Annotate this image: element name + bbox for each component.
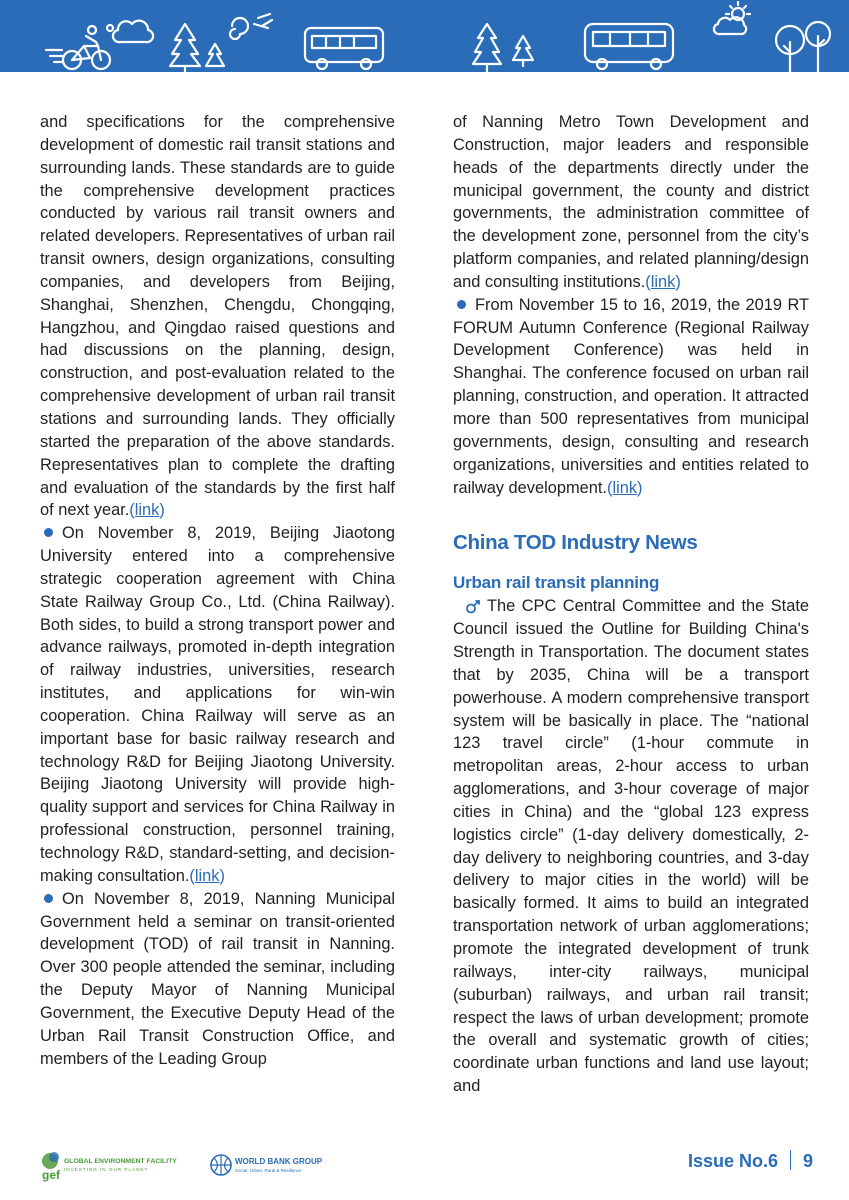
section-title: China TOD Industry News	[453, 531, 698, 555]
link-open-paren: (	[189, 866, 195, 885]
link-open-paren: (	[129, 501, 135, 520]
wb-name-text: WORLD BANK GROUP	[235, 1157, 323, 1166]
banner-illustration	[0, 0, 849, 72]
round-tree-icon	[806, 22, 830, 72]
world-bank-logo-icon	[211, 1155, 323, 1175]
paragraph	[40, 111, 395, 522]
paragraph-text: The CPC Central Committee and the State Council issued the Outline for Building China's Strength in Transportation. The document states that by 2035, China will be a transport powerhouse. A modern comprehensive transport system will be basically in place. The “national 123 travel circle” (1-hour commute in metropolitan areas, 2-hour access to urban agglomerations, and 3-hour coverage of major cities in China) and the “global 123 express logistics circle” (1-day delivery domestically, 2-day delivery to neighboring countries, and 3-day delivery to major cities in the world) will be basically formed. It aims to build an integrated transportation network of urban agglomerations; promote the integrated development of trunk railways, inter-city railways, municipal (suburban) railways, and urban rail transit; respect the laws of urban development; promote the overall and systematic growth of cities; coordinate urban functions and land use layout; and	[453, 597, 809, 1096]
paragraph-text: and specifications for the comprehensive development of domestic rail transit stations and surrounding lands. These standards are to guide the comprehensive development practices conducted by various rail transit owners and related developers. Representatives of urban rail transit owners, design organizations, consulting companies, and developers from Beijing, Shanghai, Shenzhen, Chengdu, Chongqing, Hangzhou, and Qingdao raised questions and had discussions on the planning, design, construction, and post-evaluation related to the comprehensive development of urban rail transit stations and surrounding lands. They officially started the preparation of the above standards. Representatives plan to complete the drafting and evaluation of the standards by the first half of next year.	[40, 113, 395, 520]
header-banner	[0, 0, 849, 72]
page-number: 9	[802, 1151, 813, 1171]
link-close-paren: )	[675, 272, 681, 291]
source-link[interactable]: link	[650, 272, 676, 291]
link-open-paren: (	[645, 272, 651, 291]
bus-icon	[305, 28, 383, 69]
bullet-icon	[457, 300, 466, 309]
issue-footer	[688, 1150, 813, 1172]
issue-label: Issue No.6	[687, 1151, 778, 1171]
wb-tagline-text: Social, Urban, Rural & Resilience	[235, 1168, 302, 1173]
source-link[interactable]: link	[194, 866, 220, 885]
link-open-paren: (	[606, 478, 613, 497]
gef-name-text: GLOBAL ENVIRONMENT FACILITY	[64, 1158, 177, 1165]
cloud-icon	[107, 21, 153, 42]
sun-cloud-icon	[714, 2, 750, 34]
tram-icon	[585, 24, 673, 69]
left-column	[40, 111, 395, 1070]
source-link[interactable]: link	[612, 478, 638, 497]
paragraph-text: On November 8, 2019, Beijing Jiaotong University entered into a comprehensive strategic cooperation agreement with China State Railway Group Co., Ltd. (China Railway). Both sides, to build a strong transport power and advance railways, promoted in-depth integration of railway industries, universities, research institutes, and applications for win-win cooperation. China Railway will serve as an important base for basic railway research and technology R&D for Beijing Jiaotong University. Beijing Jiaotong University will provide high-quality support and services for China Railway in professional construction, personnel training, technology R&D, standard-setting, and decision-making consultation.	[40, 524, 395, 885]
pine-tree-icon	[206, 44, 224, 66]
paragraph	[453, 111, 809, 294]
round-tree-icon	[776, 26, 804, 72]
pine-tree-icon	[513, 36, 533, 66]
paragraph-text: From November 15 to 16, 2019, the 2019 RT FORUM Autumn Conference (Regional Railway Development Conference) was held in Shanghai. The conference focused on urban rail planning, construction, and operation. It attracted more than 500 representatives from municipal governments, design, consulting and research organizations, universities and entities related to railway development.	[453, 295, 809, 497]
footer-divider	[790, 1150, 791, 1170]
gef-tagline-text: INVESTING IN OUR PLANET	[64, 1167, 149, 1172]
source-link[interactable]: link	[134, 501, 160, 520]
pine-tree-icon	[170, 24, 200, 72]
news-item	[453, 595, 809, 1098]
right-column	[453, 111, 809, 1098]
paragraph-text: of Nanning Metro Town Development and Construction, major leaders and responsible heads of the departments directly under the municipal government, the county and district governments, the administration committee of the development zone, personnel from the city’s platform companies, and related planning/design and consulting institutions.	[453, 113, 809, 291]
map-pin-icon	[465, 600, 483, 614]
news-item	[453, 294, 809, 500]
news-item	[40, 522, 395, 888]
news-item	[40, 888, 395, 1071]
sponsor-logos	[40, 1147, 340, 1183]
gef-short-text: gef	[42, 1168, 60, 1182]
pine-tree-icon	[473, 24, 501, 72]
wind-plane-icon	[230, 14, 272, 39]
paragraph-text: On November 8, 2019, Nanning Municipal Government held a seminar on transit-oriented development (TOD) of rail transit in Nanning. Over 300 people attended the seminar, including the Deputy Mayor of Nanning Municipal Government, the Executive Deputy Head of the Urban Rail Transit Construction Office, and members of the Leading Group	[40, 889, 395, 1068]
footer-logos	[40, 1147, 340, 1183]
bullet-icon	[44, 894, 53, 903]
cyclist-icon	[46, 26, 110, 69]
sub-title: Urban rail transit planning	[453, 573, 660, 593]
gef-logo-icon	[42, 1152, 177, 1182]
link-close-paren: )	[219, 866, 225, 885]
bullet-icon	[44, 528, 53, 537]
link-close-paren: )	[637, 478, 643, 497]
link-close-paren: )	[159, 501, 165, 520]
